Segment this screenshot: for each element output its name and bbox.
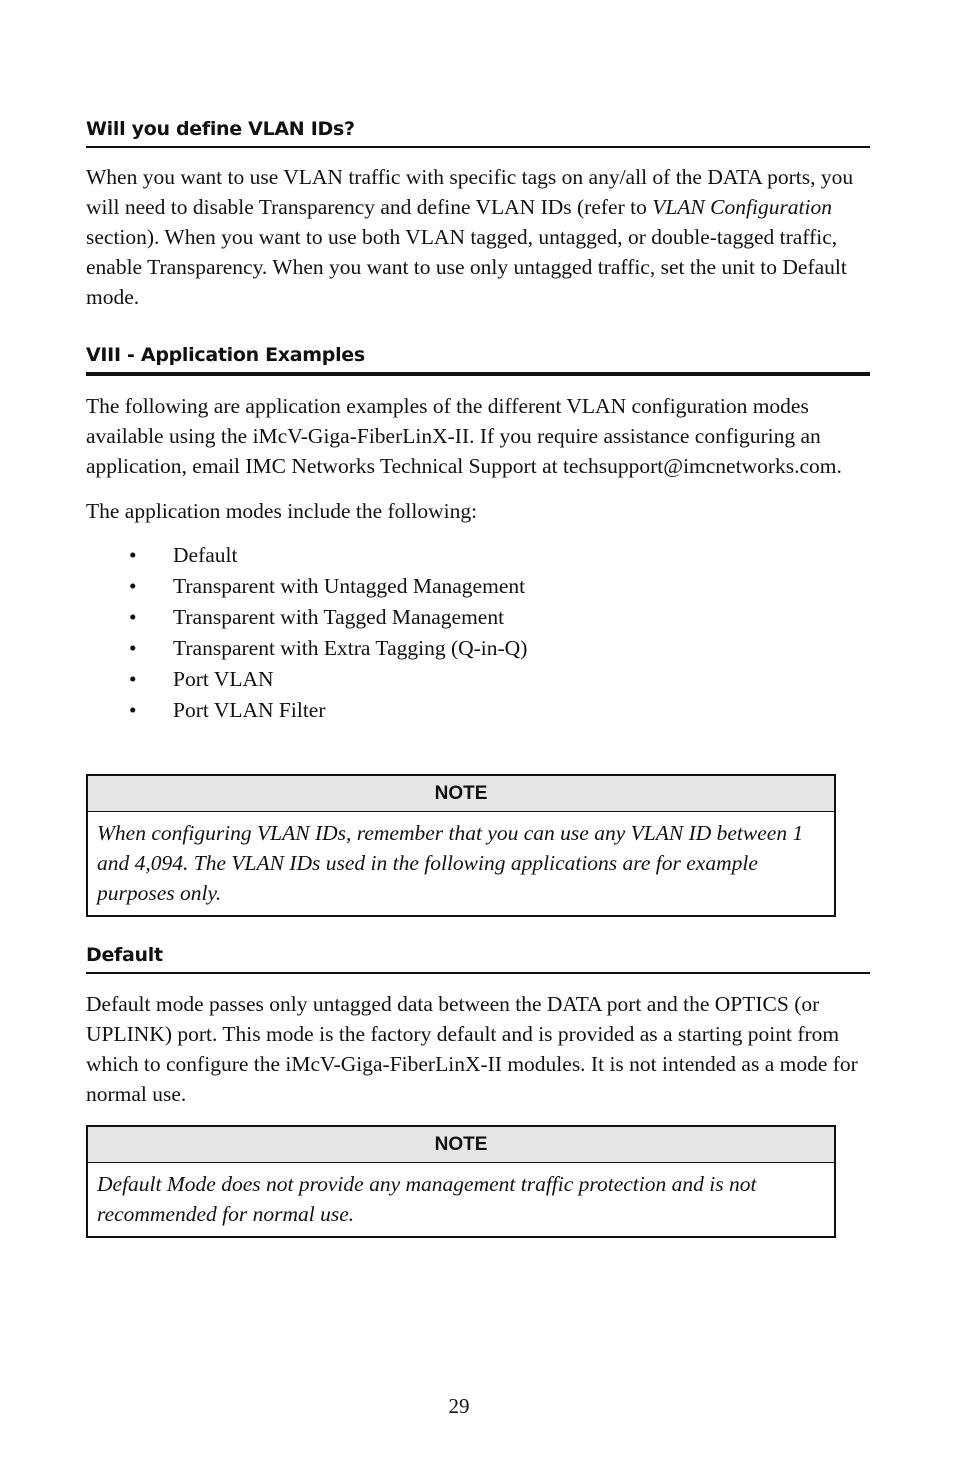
note-title: NOTE xyxy=(88,776,834,812)
list-item xyxy=(86,664,870,695)
list-item xyxy=(86,540,870,571)
bullet: • xyxy=(129,636,137,660)
mode-label: Port VLAN xyxy=(173,667,274,691)
section-application-examples xyxy=(86,344,870,726)
bullet: • xyxy=(129,667,137,691)
application-modes-intro: The application modes include the following: xyxy=(86,499,478,523)
section-heading-default: Default xyxy=(86,944,870,974)
section-default xyxy=(86,944,870,1109)
application-modes-list xyxy=(86,540,870,726)
note-text: Default Mode does not provide any management traffic protection and is not recommended for normal use. xyxy=(97,1172,757,1226)
list-item xyxy=(86,695,870,726)
mode-label: Transparent with Tagged Management xyxy=(173,605,505,629)
mode-label: Transparent with Untagged Management xyxy=(173,574,526,598)
mode-label: Transparent with Extra Tagging (Q-in-Q) xyxy=(173,636,528,660)
mode-label: Port VLAN Filter xyxy=(173,698,326,722)
bullet: • xyxy=(129,698,137,722)
list-item xyxy=(86,633,870,664)
section-heading-vlan-ids: Will you define VLAN IDs? xyxy=(86,118,870,148)
default-paragraph: Default mode passes only untagged data between the DATA port and the OPTICS (or UPLINK) port. This mode is the factory default and is provided as a starting point from which to configure the iMcV-Giga-FiberLinX-II modules. It is not intended as a mode for normal use. xyxy=(86,992,858,1106)
bullet: • xyxy=(129,574,137,598)
list-item xyxy=(86,571,870,602)
note-box-vlan-ids xyxy=(86,774,836,917)
list-item xyxy=(86,602,870,633)
page-number: 29 xyxy=(448,1394,470,1418)
note-title: NOTE xyxy=(88,1127,834,1163)
application-examples-paragraph: The following are application examples of the different VLAN configuration modes available using the iMcV-Giga-FiberLinX-II. If you require assistance configuring an application, email IMC Networks Technical Support at techsupport@imcnetworks.com. xyxy=(86,394,842,478)
vlan-ids-text-2: section). When you want to use both VLAN tagged, untagged, or double-tagged traffic, enable Transparency. When you want to use only untagged traffic, set the unit to Default mode. xyxy=(86,225,847,309)
bullet: • xyxy=(129,543,137,567)
section-heading-application-examples: VIII - Application Examples xyxy=(86,344,870,376)
vlan-ids-text-1: When you want to use VLAN traffic with specific tags on any/all of the DATA ports, you will need to disable Transparency and define VLAN IDs (refer to xyxy=(86,165,854,219)
mode-label: Default xyxy=(173,543,238,567)
bullet: • xyxy=(129,605,137,629)
vlan-ids-paragraph xyxy=(86,162,870,312)
note-box-default-mode xyxy=(86,1125,836,1238)
section-vlan-ids xyxy=(86,118,870,312)
vlan-configuration-reference: VLAN Configuration xyxy=(652,195,833,219)
note-text: When configuring VLAN IDs, remember that you can use any VLAN ID between 1 and 4,094. The VLAN IDs used in the following applications are for example purposes only. xyxy=(97,821,804,905)
